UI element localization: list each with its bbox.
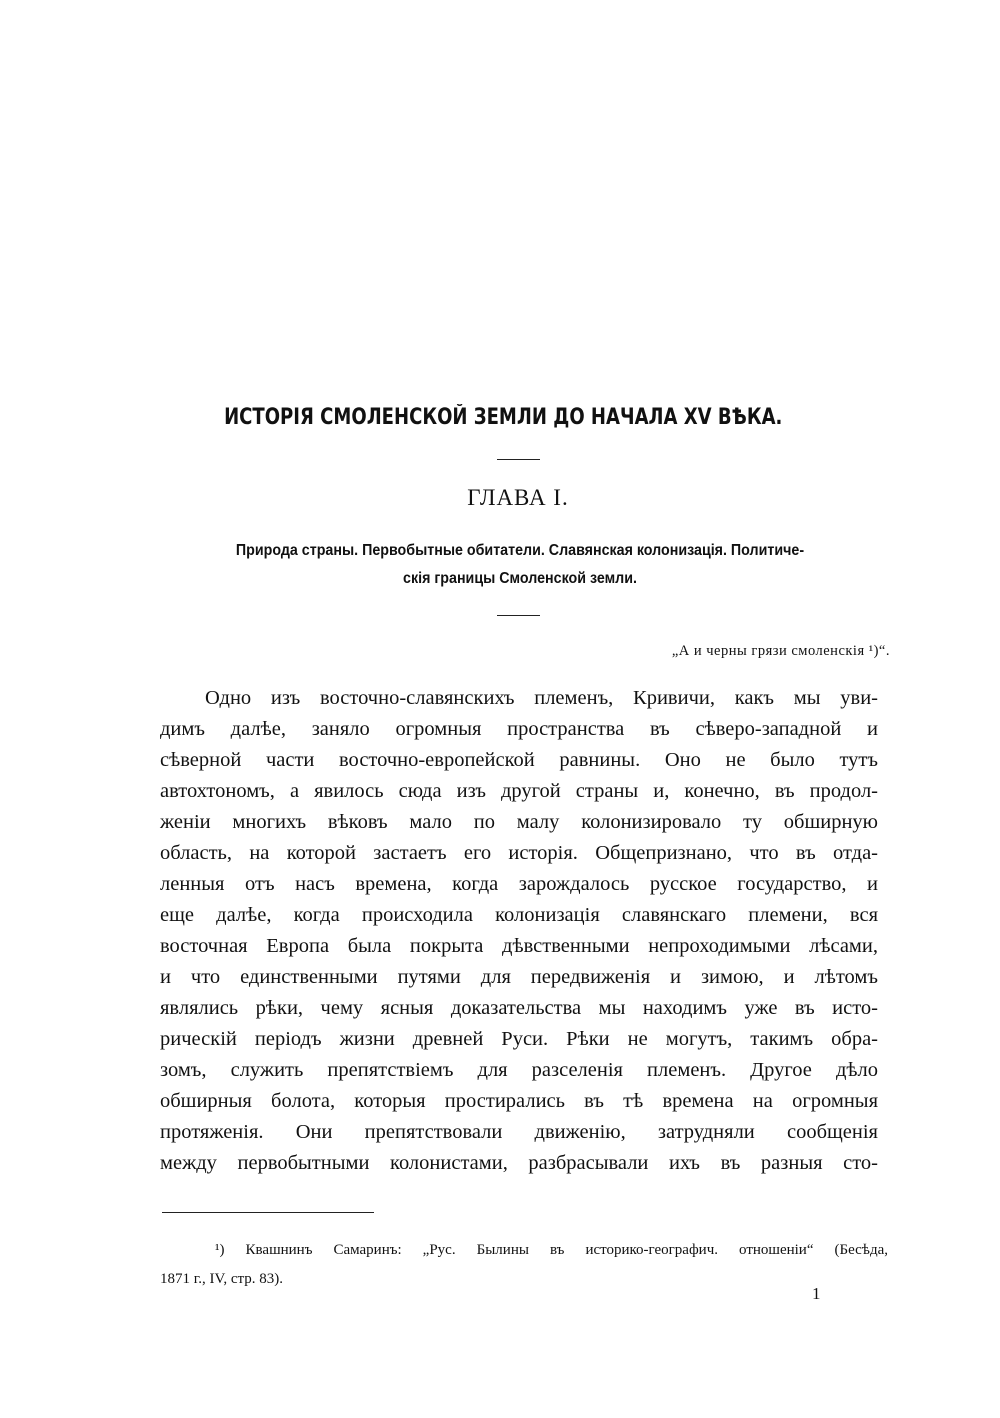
body-line: область, на которой застаетъ его исторія. Общепризнано, что въ отда-: [160, 842, 878, 864]
footnote-divider: [162, 1212, 374, 1213]
body-line: еще далѣе, когда происходила колонизація славянскаго племени, вся: [160, 904, 878, 926]
body-line: сѣверной части восточно-европейской равнины. Оно не было тутъ: [160, 749, 878, 771]
body-line: восточная Европа была покрыта дѣвственными непроходимыми лѣсами,: [160, 935, 878, 957]
body-line: протяженія. Они препятствовали движенію, затрудняли сообщенія: [160, 1121, 878, 1143]
body-line: женіи многихъ вѣковъ мало по малу колонизировало ту обширную: [160, 811, 878, 833]
body-line: димъ далѣе, заняло огромныя пространства въ сѣверо-западной и: [160, 718, 878, 740]
chapter-summary: [184, 537, 856, 593]
footnote: [160, 1236, 888, 1294]
body-line: рическій періодъ жизни древней Руси. Рѣки не могутъ, такимъ обра-: [160, 1028, 878, 1050]
chapter-summary-line: Природа страны. Первобытные обитатели. Славянская колонизація. Политиче-: [235, 542, 805, 559]
body-line: автохтономъ, а явилось сюда изъ другой страны и, конечно, въ продол-: [160, 780, 878, 802]
body-line: обширныя болота, которыя простирались въ тѣ времена на огромныя: [160, 1090, 878, 1112]
footnote-line: ¹) Квашнинъ Самаринъ: „Рус. Былины въ историко-географич. отношеніи“ (Бесѣда,: [215, 1242, 888, 1258]
summary-divider: [497, 615, 540, 616]
body-line: Одно изъ восточно-славянскихъ племенъ, Кривичи, какъ мы уви-: [205, 687, 878, 709]
body-line: между первобытными колонистами, разбрасывали ихъ въ разныя сто-: [160, 1152, 878, 1174]
footnote-line: 1871 г., IV, стр. 83).: [160, 1271, 283, 1287]
page-title: ИСТОРІЯ СМОЛЕНСКОЙ ЗЕМЛИ ДО НАЧАЛА XV ВѢКА.: [224, 405, 783, 430]
page-number: 1: [812, 1284, 821, 1303]
epigraph: „А и черны грязи смоленскія ¹)“.: [671, 643, 890, 659]
body-line: и что единственными путями для передвиженія и зимою, и лѣтомъ: [160, 966, 878, 988]
body-paragraph: [160, 683, 878, 1179]
body-line: являлись рѣки, чему ясныя доказательства мы находимъ уже въ исто-: [160, 997, 878, 1019]
title-divider: [497, 459, 540, 460]
body-line: зомъ, служить препятствіемъ для разселенія племенъ. Другое дѣло: [160, 1059, 878, 1081]
chapter-summary-line: скія границы Смоленской земли.: [403, 570, 637, 587]
chapter-heading: ГЛАВА I.: [467, 485, 569, 510]
body-line: ленныя отъ насъ времена, когда зарождалось русское государство, и: [160, 873, 878, 895]
